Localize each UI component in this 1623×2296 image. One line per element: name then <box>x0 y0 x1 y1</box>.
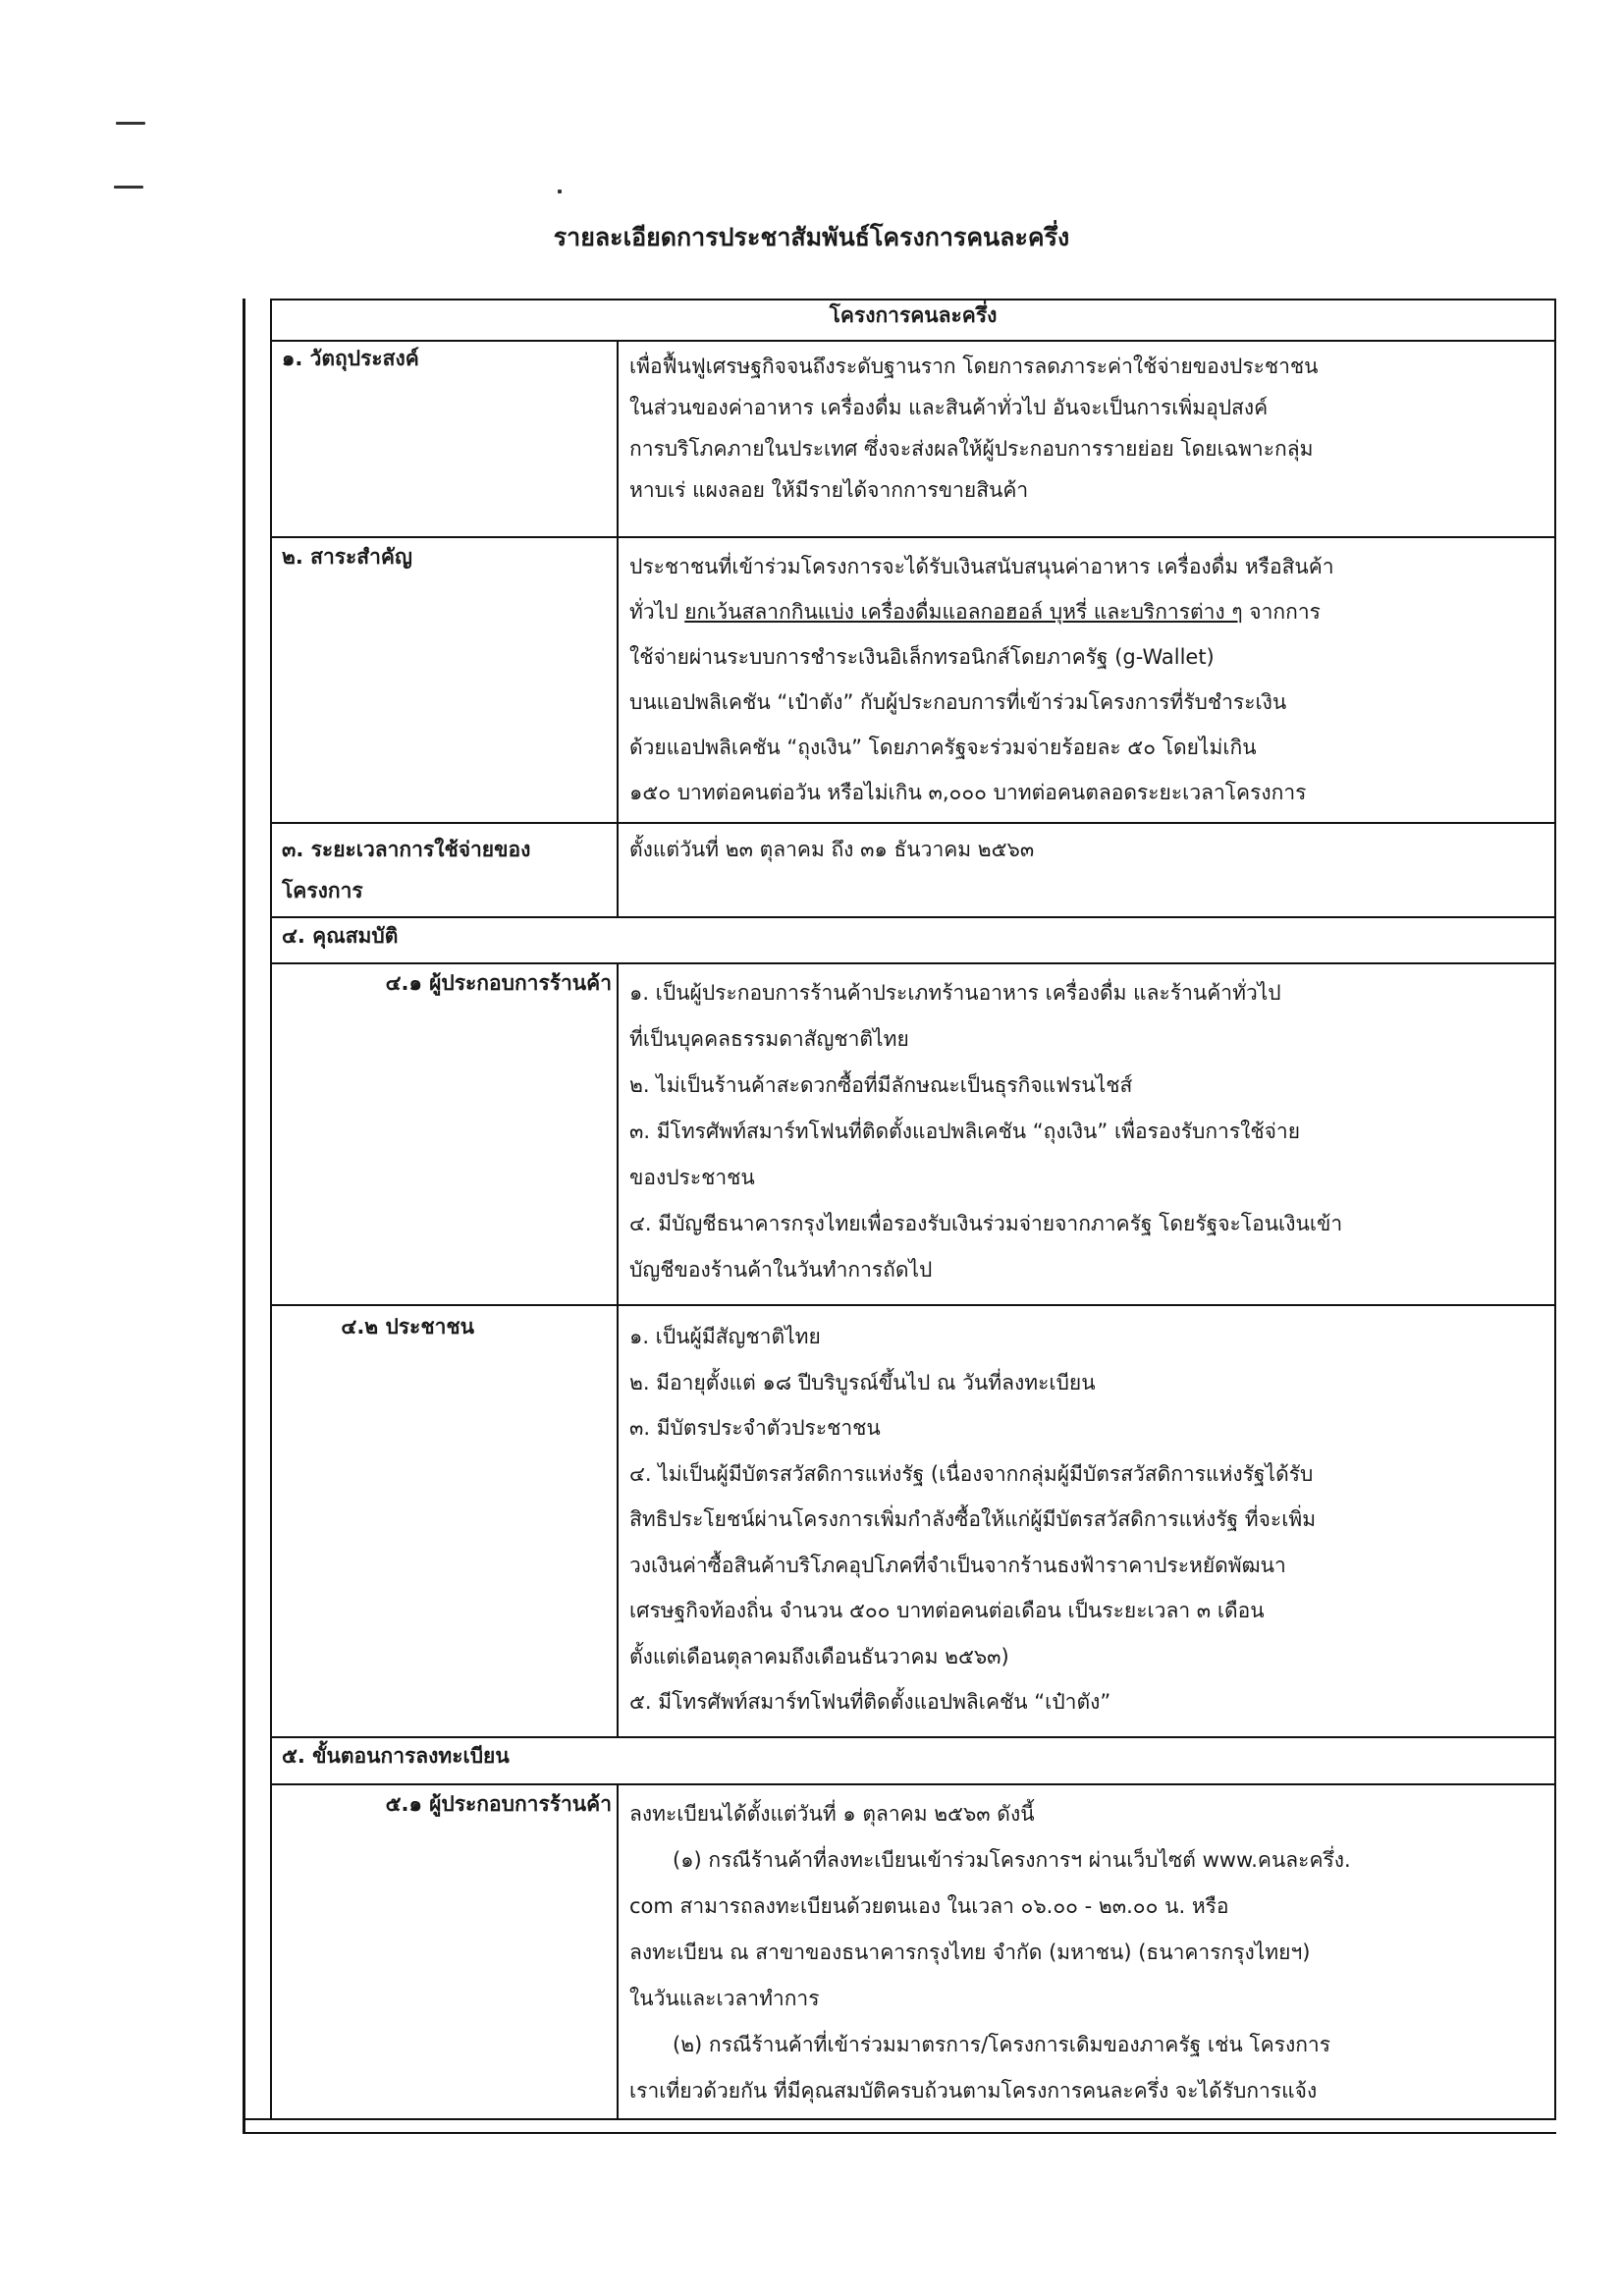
text-line: ใช้จ่ายผ่านระบบการชำระเงินอิเล็กทรอนิกส์โดยภาครัฐ (g-Wallet) <box>629 645 1215 669</box>
project-table <box>243 283 1556 2134</box>
text-line: ประชาชนที่เข้าร่วมโครงการจะได้รับเงินสนับสนุนค่าอาหาร เครื่องดื่ม หรือสินค้า <box>629 555 1334 578</box>
document-title: รายละเอียดการประชาสัมพันธ์โครงการคนละครึ่ง <box>553 223 1070 251</box>
label-line: โครงการ <box>282 879 363 902</box>
text-line: ๑๕๐ บาทต่อคนต่อวัน หรือไม่เกิน ๓,๐๐๐ บาทต่อคนตลอดระยะเวลาโครงการ <box>629 781 1307 804</box>
text-line: ๒. ไม่เป็นร้านค้าสะดวกซื้อที่มีลักษณะเป็นธุรกิจแฟรนไชส์ <box>629 1073 1133 1097</box>
text-line: การบริโภคภายในประเทศ ซึ่งจะส่งผลให้ผู้ประกอบการรายย่อย โดยเฉพาะกลุ่ม <box>629 437 1314 461</box>
essence-text <box>629 544 1542 815</box>
text-line: ๔. มีบัญชีธนาคารกรุงไทยเพื่อรองรับเงินร่วมจ่ายจากภาครัฐ โดยรัฐจะโอนเงินเข้า <box>629 1212 1343 1235</box>
text-line: com สามารถลงทะเบียนด้วยตนเอง ในเวลา ๐๖.๐๐ - ๒๓.๐๐ น. หรือ <box>629 1894 1229 1918</box>
qualifications-label: ๔. คุณสมบัติ <box>282 924 399 948</box>
row-rule <box>270 1783 1556 1785</box>
text-line: วงเงินค่าซื้อสินค้าบริโภคอุปโภคที่จำเป็นจากร้านธงฟ้าราคาประหยัดพัฒนา <box>629 1553 1286 1577</box>
text-line: (๒) กรณีร้านค้าที่เข้าร่วมมาตรการ/โครงการเดิมของภาครัฐ เช่น โครงการ <box>673 2033 1331 2056</box>
text-fragment: ทั่วไป <box>629 600 685 624</box>
text-line: ลงทะเบียนได้ตั้งแต่วันที่ ๑ ตุลาคม ๒๕๖๓ ดังนี้ <box>629 1802 1035 1826</box>
text-line: ๒. มีอายุตั้งแต่ ๑๘ ปีบริบูรณ์ขึ้นไป ณ วันที่ลงทะเบียน <box>629 1370 1096 1394</box>
row-rule <box>270 536 1556 538</box>
column-divider <box>617 962 619 1738</box>
row-rule <box>270 1304 1556 1306</box>
text-line: เศรษฐกิจท้องถิ่น จำนวน ๕๐๐ บาทต่อคนต่อเดือน เป็นระยะเวลา ๓ เดือน <box>629 1599 1265 1622</box>
table-border-right <box>1554 299 1556 2120</box>
text-line: ๑. เป็นผู้ประกอบการร้านค้าประเภทร้านอาหาร เครื่องดื่ม และร้านค้าทั่วไป <box>629 981 1281 1005</box>
text-line <box>629 589 1542 634</box>
column-divider <box>617 1783 619 2120</box>
text-line: ของประชาชน <box>629 1166 755 1189</box>
table-inner-left <box>270 299 272 2120</box>
text-line: ๔. ไม่เป็นผู้มีบัตรสวัสดิการแห่งรัฐ (เนื่องจากกลุ่มผู้มีบัตรสวัสดิการแห่งรัฐได้รับ <box>629 1461 1314 1486</box>
text-line: บัญชีของร้านค้าในวันทำการถัดไป <box>629 1258 933 1282</box>
table-border-top <box>270 299 1556 301</box>
text-fragment: จากการ <box>1242 600 1321 624</box>
merchant-registration-label: ๕.๑ ผู้ประกอบการร้านค้า <box>385 1792 612 1816</box>
row-rule <box>270 340 1556 342</box>
essence-label: ๒. สาระสำคัญ <box>282 545 412 569</box>
scan-mark <box>558 190 562 193</box>
text-line: ๑. เป็นผู้มีสัญชาติไทย <box>629 1325 821 1348</box>
row-rule <box>270 1736 1556 1738</box>
row-rule <box>270 916 1556 918</box>
scan-mark <box>116 122 145 125</box>
text-line: ๕. มีโทรศัพท์สมาร์ทโฟนที่ติดตั้งแอปพลิเคชัน “เป๋าตัง” <box>629 1690 1111 1714</box>
citizen-qualifications-label: ๔.๒ ประชาชน <box>341 1315 474 1339</box>
column-divider <box>617 340 619 918</box>
text-line: เพื่อฟื้นฟูเศรษฐกิจจนถึงระดับฐานราก โดยการลดภาระค่าใช้จ่ายของประชาชน <box>629 355 1319 378</box>
merchant-registration-text <box>629 1791 1542 2114</box>
exclusion-underlined: ยกเว้นสลากกินแบ่ง เครื่องดื่มแอลกอฮอล์ บุหรี่ และบริการต่าง ๆ <box>684 600 1243 624</box>
table-inner-bottom <box>245 2118 1556 2120</box>
objective-label: ๑. วัตถุประสงค์ <box>282 347 419 370</box>
table-border-bottom <box>243 2132 1556 2134</box>
text-line: ตั้งแต่เดือนตุลาคมถึงเดือนธันวาคม ๒๕๖๓) <box>629 1644 1009 1668</box>
text-line: หาบเร่ แผงลอย ให้มีรายได้จากการขายสินค้า <box>629 478 1029 502</box>
text-line: สิทธิประโยชน์ผ่านโครงการเพิ่มกำลังซื้อให้แก่ผู้มีบัตรสวัสดิการแห่งรัฐ ที่จะเพิ่ม <box>629 1507 1317 1531</box>
text-line: ในวันและเวลาทำการ <box>629 1987 820 2010</box>
text-line: ที่เป็นบุคคลธรรมดาสัญชาติไทย <box>629 1027 909 1051</box>
row-rule <box>270 822 1556 824</box>
label-line: ๓. ระยะเวลาการใช้จ่ายของ <box>282 838 531 861</box>
text-line: ๓. มีโทรศัพท์สมาร์ทโฟนที่ติดตั้งแอปพลิเคชัน “ถุงเงิน” เพื่อรองรับการใช้จ่าย <box>629 1120 1301 1143</box>
registration-label: ๕. ขั้นตอนการลงทะเบียน <box>282 1744 510 1768</box>
text-line: บนแอปพลิเคชัน “เป๋าตัง” กับผู้ประกอบการที่เข้าร่วมโครงการที่รับชำระเงิน <box>629 690 1287 714</box>
text-line: (๑) กรณีร้านค้าที่ลงทะเบียนเข้าร่วมโครงการฯ ผ่านเว็บไซต์ www.คนละครึ่ง. <box>673 1848 1351 1872</box>
row-rule <box>270 962 1556 964</box>
citizen-qualifications-text <box>629 1314 1542 1725</box>
text-line: ในส่วนของค่าอาหาร เครื่องดื่ม และสินค้าทั่วไป อันจะเป็นการเพิ่มอุปสงค์ <box>629 396 1269 419</box>
text-line: ด้วยแอปพลิเคชัน “ถุงเงิน” โดยภาครัฐจะร่วมจ่ายร้อยละ ๕๐ โดยไม่เกิน <box>629 736 1257 759</box>
period-value: ตั้งแต่วันที่ ๒๓ ตุลาคม ถึง ๓๑ ธันวาคม ๒๕๖๓ <box>629 838 1035 861</box>
table-header: โครงการคนละครึ่ง <box>829 303 998 327</box>
merchant-qualifications-label: ๔.๑ ผู้ประกอบการร้านค้า <box>385 971 612 995</box>
text-line: เราเที่ยวด้วยกัน ที่มีคุณสมบัติครบถ้วนตามโครงการคนละครึ่ง จะได้รับการแจ้ง <box>629 2079 1318 2103</box>
merchant-qualifications-text <box>629 970 1542 1293</box>
text-line: ๓. มีบัตรประจำตัวประชาชน <box>629 1416 881 1440</box>
table-border-left <box>243 299 245 2134</box>
period-label <box>282 829 530 911</box>
text-line: ลงทะเบียน ณ สาขาของธนาคารกรุงไทย จำกัด (มหาชน) (ธนาคารกรุงไทยฯ) <box>629 1941 1311 1964</box>
scan-mark <box>114 186 143 189</box>
objective-text <box>629 346 1542 511</box>
